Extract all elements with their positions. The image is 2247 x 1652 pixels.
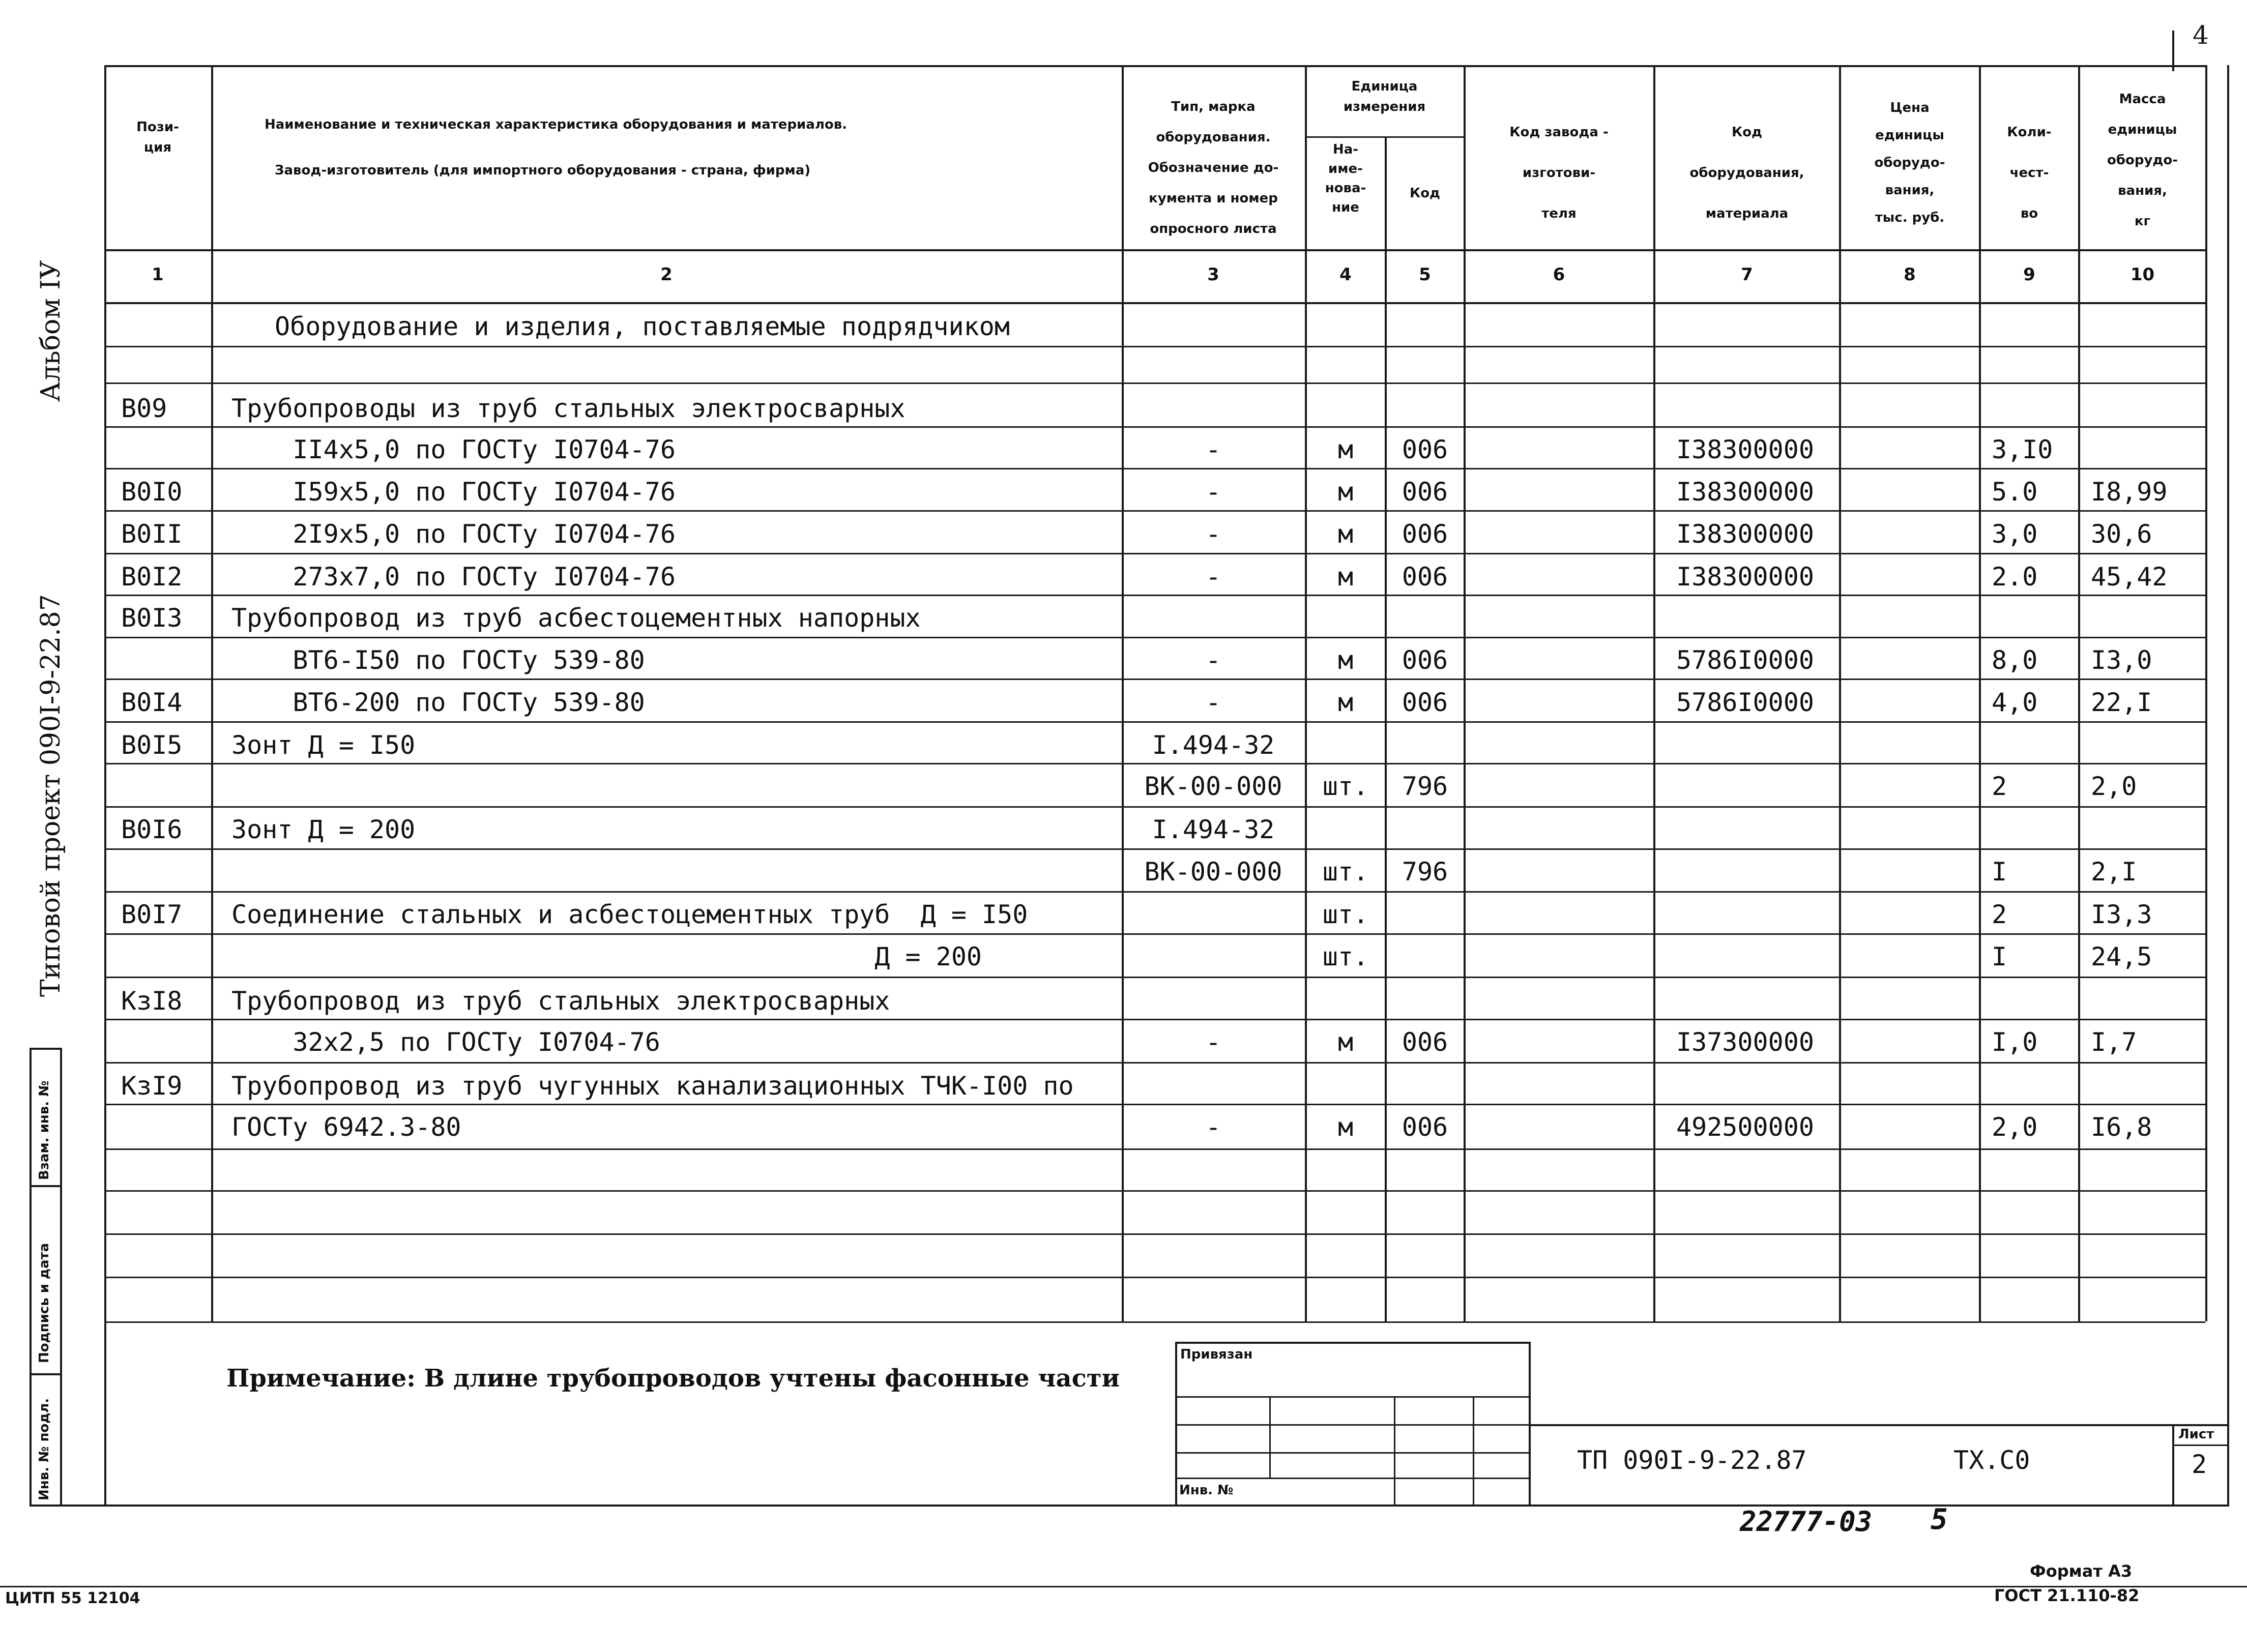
cell-qty: 2 xyxy=(1992,772,2007,801)
row-separator xyxy=(104,468,2205,469)
note: Примечание: В длине трубопроводов учтены фасонные части xyxy=(226,1364,1120,1393)
header-material-code: Код оборудования, материала xyxy=(1689,125,1804,221)
header-mass: Масса единицы оборудо- вания, кг xyxy=(2107,92,2178,229)
header-unit-name: На- име- нова- ние xyxy=(1325,142,1366,215)
section-title: Оборудование и изделия, поставляемые подрядчиком xyxy=(275,312,1010,341)
cell-type: I.494-32 xyxy=(1152,815,1275,844)
page-number: 4 xyxy=(2193,20,2209,50)
album-label: Альбом IУ xyxy=(36,260,66,402)
row-separator xyxy=(104,1019,2205,1020)
row-separator xyxy=(104,553,2205,554)
cell-unit: шт. xyxy=(1322,900,1369,929)
colnum-4: 4 xyxy=(1339,264,1352,285)
frame-bottom xyxy=(30,1504,2229,1507)
cell-name: Д = 200 xyxy=(231,942,982,971)
cell-mat-code: I38300000 xyxy=(1676,562,1814,592)
stamp-box-signature-date: Подпись и дата xyxy=(37,1243,52,1363)
cell-mat-code: I38300000 xyxy=(1676,519,1814,549)
row-separator xyxy=(104,1277,2205,1278)
cell-type: I.494-32 xyxy=(1152,730,1275,760)
cell-qty: 3,I0 xyxy=(1992,435,2053,464)
row-separator xyxy=(104,346,2205,347)
row-separator xyxy=(104,510,2205,512)
cell-unit: шт. xyxy=(1322,857,1369,887)
colnum-10: 10 xyxy=(2130,264,2155,285)
header-name-line2: Завод-изготовитель (для импортного оборудования - страна, фирма) xyxy=(275,163,811,178)
cell-mass: I6,8 xyxy=(2091,1112,2152,1142)
cell-unit: шт. xyxy=(1322,942,1369,971)
cell-qty: 8,0 xyxy=(1992,645,2038,675)
colnum-8: 8 xyxy=(1904,264,1916,285)
header-name-line1: Наименование и техническая характеристика оборудования и материалов. xyxy=(265,117,848,132)
cell-pos: КзI8 xyxy=(121,986,183,1016)
cell-pos: В0I7 xyxy=(121,900,183,929)
cell-name: Соединение стальных и асбестоцементных труб Д = I50 xyxy=(231,900,1028,929)
cell-type: - xyxy=(1205,1112,1221,1142)
cell-mass: 24,5 xyxy=(2091,942,2152,971)
cell-type: - xyxy=(1205,519,1221,549)
unit-group-line xyxy=(1305,136,1464,138)
cell-code: 006 xyxy=(1402,1027,1448,1057)
cell-mass: 45,42 xyxy=(2091,562,2168,592)
stamp-column-line xyxy=(30,1373,60,1375)
footer-format: Формат А3 xyxy=(2030,1561,2133,1581)
cell-mat-code: 5786I0000 xyxy=(1676,645,1814,675)
row-separator xyxy=(104,1104,2205,1105)
colnum-bottom-line xyxy=(104,302,2205,304)
cell-name: I59x5,0 по ГОСТу I0704-76 xyxy=(231,477,676,507)
cell-mat-code: I37300000 xyxy=(1676,1027,1814,1057)
col-line-7 xyxy=(1839,65,1841,1321)
cell-type: ВК-00-000 xyxy=(1144,772,1282,801)
cell-pos: КзI9 xyxy=(121,1071,183,1101)
cell-pos: В0I6 xyxy=(121,815,183,844)
footer-gost: ГОСТ 21.110-82 xyxy=(1994,1586,2140,1605)
row-separator xyxy=(104,721,2205,723)
header-quantity: Коли- чест- во xyxy=(2007,125,2052,221)
header-price: Цена единицы оборудо- вания, тыс. руб. xyxy=(1874,100,1945,225)
cell-code: 006 xyxy=(1402,519,1448,549)
cell-mass: 22,I xyxy=(2091,688,2152,717)
cell-name: 32x2,5 по ГОСТу I0704-76 xyxy=(231,1027,660,1057)
frame-right xyxy=(2227,65,2229,1504)
cell-name: Зонт Д = I50 xyxy=(231,730,416,760)
col-line-3 xyxy=(1305,65,1307,1321)
col-line-2 xyxy=(1122,65,1124,1321)
cell-code: 006 xyxy=(1402,435,1448,464)
cell-code: 006 xyxy=(1402,688,1448,717)
header-factory-code: Код завода - изготови- теля xyxy=(1509,125,1609,221)
col-line-9 xyxy=(2078,65,2080,1321)
header-unit-group: Единица измерения xyxy=(1343,79,1426,114)
cell-qty: I,0 xyxy=(1992,1027,2038,1057)
row-separator xyxy=(104,1233,2205,1235)
cell-mass: I3,3 xyxy=(2091,900,2152,929)
colnum-9: 9 xyxy=(2023,264,2035,285)
cell-qty: 5.0 xyxy=(1992,477,2038,507)
stamp-sheet-number: 2 xyxy=(2192,1450,2207,1479)
stamp-inv-no: Инв. № xyxy=(1179,1483,1234,1498)
handwritten-digit: 5 xyxy=(1931,1503,1948,1536)
row-separator xyxy=(104,891,2205,893)
row-separator xyxy=(104,763,2205,764)
cell-type: - xyxy=(1205,688,1221,717)
cell-unit: м xyxy=(1337,477,1354,507)
cell-mat-code: 5786I0000 xyxy=(1676,688,1814,717)
cell-name: ГОСТу 6942.3-80 xyxy=(231,1112,461,1142)
stamp-column-line xyxy=(30,1048,60,1050)
col-line-6 xyxy=(1653,65,1655,1321)
cell-name: 273x7,0 по ГОСТу I0704-76 xyxy=(231,562,676,592)
cell-unit: м xyxy=(1337,688,1354,717)
handwritten-number: 22777-03 xyxy=(1740,1506,1873,1538)
cell-pos: В09 xyxy=(121,394,167,423)
cell-qty: 2,0 xyxy=(1992,1112,2038,1142)
cell-pos: В0II xyxy=(121,519,183,549)
stamp-box-original-inv: Инв. № подл. xyxy=(37,1398,52,1500)
cell-pos: В0I5 xyxy=(121,730,183,760)
stamp-doc-code: ТП 090I-9-22.87 xyxy=(1577,1446,1807,1475)
cell-type: ВК-00-000 xyxy=(1144,857,1282,887)
row-separator xyxy=(104,977,2205,978)
cell-qty: I xyxy=(1992,857,2007,887)
cell-code: 796 xyxy=(1402,857,1448,887)
colnum-6: 6 xyxy=(1553,264,1565,285)
cell-mat-code: I38300000 xyxy=(1676,435,1814,464)
colnum-5: 5 xyxy=(1419,264,1431,285)
row-separator xyxy=(104,1321,2205,1323)
cell-type: - xyxy=(1205,1027,1221,1057)
row-separator xyxy=(104,1062,2205,1064)
cell-mass: I3,0 xyxy=(2091,645,2152,675)
stamp-column-left-border xyxy=(30,1048,32,1506)
row-separator xyxy=(104,848,2205,850)
cell-name: II4x5,0 по ГОСТу I0704-76 xyxy=(231,435,676,464)
cell-name: 2I9x5,0 по ГОСТу I0704-76 xyxy=(231,519,676,549)
row-separator xyxy=(104,382,2205,384)
cell-qty: 4,0 xyxy=(1992,688,2038,717)
cell-mass: 2,I xyxy=(2091,857,2137,887)
header-bottom-line xyxy=(104,249,2205,251)
col-line-1 xyxy=(211,65,213,1321)
cell-unit: м xyxy=(1337,435,1354,464)
cell-unit: м xyxy=(1337,1027,1354,1057)
cell-pos: В0I4 xyxy=(121,688,183,717)
colnum-3: 3 xyxy=(1207,264,1219,285)
cell-pos: В0I0 xyxy=(121,477,183,507)
cell-qty: 2 xyxy=(1992,900,2007,929)
footer-line xyxy=(0,1586,2247,1587)
header-unit-code: Код xyxy=(1409,186,1441,201)
cell-code: 796 xyxy=(1402,772,1448,801)
cell-type: - xyxy=(1205,435,1221,464)
cell-code: 006 xyxy=(1402,562,1448,592)
cell-name: ВТ6-200 по ГОСТу 539-80 xyxy=(231,688,645,717)
cell-unit: м xyxy=(1337,519,1354,549)
cell-name: Зонт Д = 200 xyxy=(231,815,416,844)
cell-pos: В0I2 xyxy=(121,562,183,592)
project-label: Типовой проект 090I-9-22.87 xyxy=(36,594,66,997)
cell-code: 006 xyxy=(1402,1112,1448,1142)
cell-qty: 2.0 xyxy=(1992,562,2038,592)
cell-name: Трубопровод из труб чугунных канализационных ТЧК-I00 по xyxy=(231,1071,1074,1101)
row-separator xyxy=(104,933,2205,935)
stamp-privyazan: Привязан xyxy=(1180,1347,1253,1362)
cell-unit: м xyxy=(1337,645,1354,675)
cell-name: ВТ6-I50 по ГОСТу 539-80 xyxy=(231,645,645,675)
frame-top xyxy=(104,65,2205,67)
stamp-box-replace-inv: Взам. инв. № xyxy=(37,1080,52,1180)
col-line-8 xyxy=(1979,65,1981,1321)
frame-left xyxy=(104,65,106,1504)
cell-unit: м xyxy=(1337,562,1354,592)
cell-type: - xyxy=(1205,477,1221,507)
footer-left: ЦИТП 55 12104 xyxy=(5,1589,140,1607)
table-right-line xyxy=(2205,65,2207,1321)
cell-code: 006 xyxy=(1402,645,1448,675)
cell-mass: 30,6 xyxy=(2091,519,2152,549)
stamp-mark: ТХ.С0 xyxy=(1953,1446,2030,1475)
cell-qty: 3,0 xyxy=(1992,519,2038,549)
row-separator xyxy=(104,637,2205,638)
col-line-4 xyxy=(1385,136,1387,1321)
row-separator xyxy=(104,595,2205,596)
cell-mass: I,7 xyxy=(2091,1027,2137,1057)
cell-type: - xyxy=(1205,562,1221,592)
cell-pos: В0I3 xyxy=(121,603,183,633)
cell-name: Трубопровод из труб стальных электросварных xyxy=(231,986,890,1016)
row-separator xyxy=(104,1148,2205,1150)
cell-mass: I8,99 xyxy=(2091,477,2168,507)
colnum-7: 7 xyxy=(1741,264,1753,285)
row-separator xyxy=(104,806,2205,808)
row-separator xyxy=(104,426,2205,428)
row-separator xyxy=(104,1190,2205,1192)
colnum-1: 1 xyxy=(152,264,164,285)
col-line-5 xyxy=(1464,65,1466,1321)
row-separator xyxy=(104,678,2205,680)
cell-name: Трубопровод из труб асбестоцементных напорных xyxy=(231,603,921,633)
stamp-sheet-label: Лист xyxy=(2178,1427,2214,1442)
cell-mat-code: 492500000 xyxy=(1676,1112,1814,1142)
header-position: Пози- ция xyxy=(136,120,179,155)
cell-mass: 2,0 xyxy=(2091,772,2137,801)
cell-code: 006 xyxy=(1402,477,1448,507)
cell-unit: м xyxy=(1337,1112,1354,1142)
cell-unit: шт. xyxy=(1322,772,1369,801)
cell-type: - xyxy=(1205,645,1221,675)
cell-name: Трубопроводы из труб стальных электросварных xyxy=(231,394,906,423)
header-type: Тип, марка оборудования. Обозначение до- кумента и номер опросного листа xyxy=(1148,99,1279,237)
stamp-column-right-border xyxy=(60,1048,62,1506)
colnum-2: 2 xyxy=(660,264,673,285)
stamp-column-line xyxy=(30,1185,60,1187)
cell-qty: I xyxy=(1992,942,2007,971)
cell-mat-code: I38300000 xyxy=(1676,477,1814,507)
